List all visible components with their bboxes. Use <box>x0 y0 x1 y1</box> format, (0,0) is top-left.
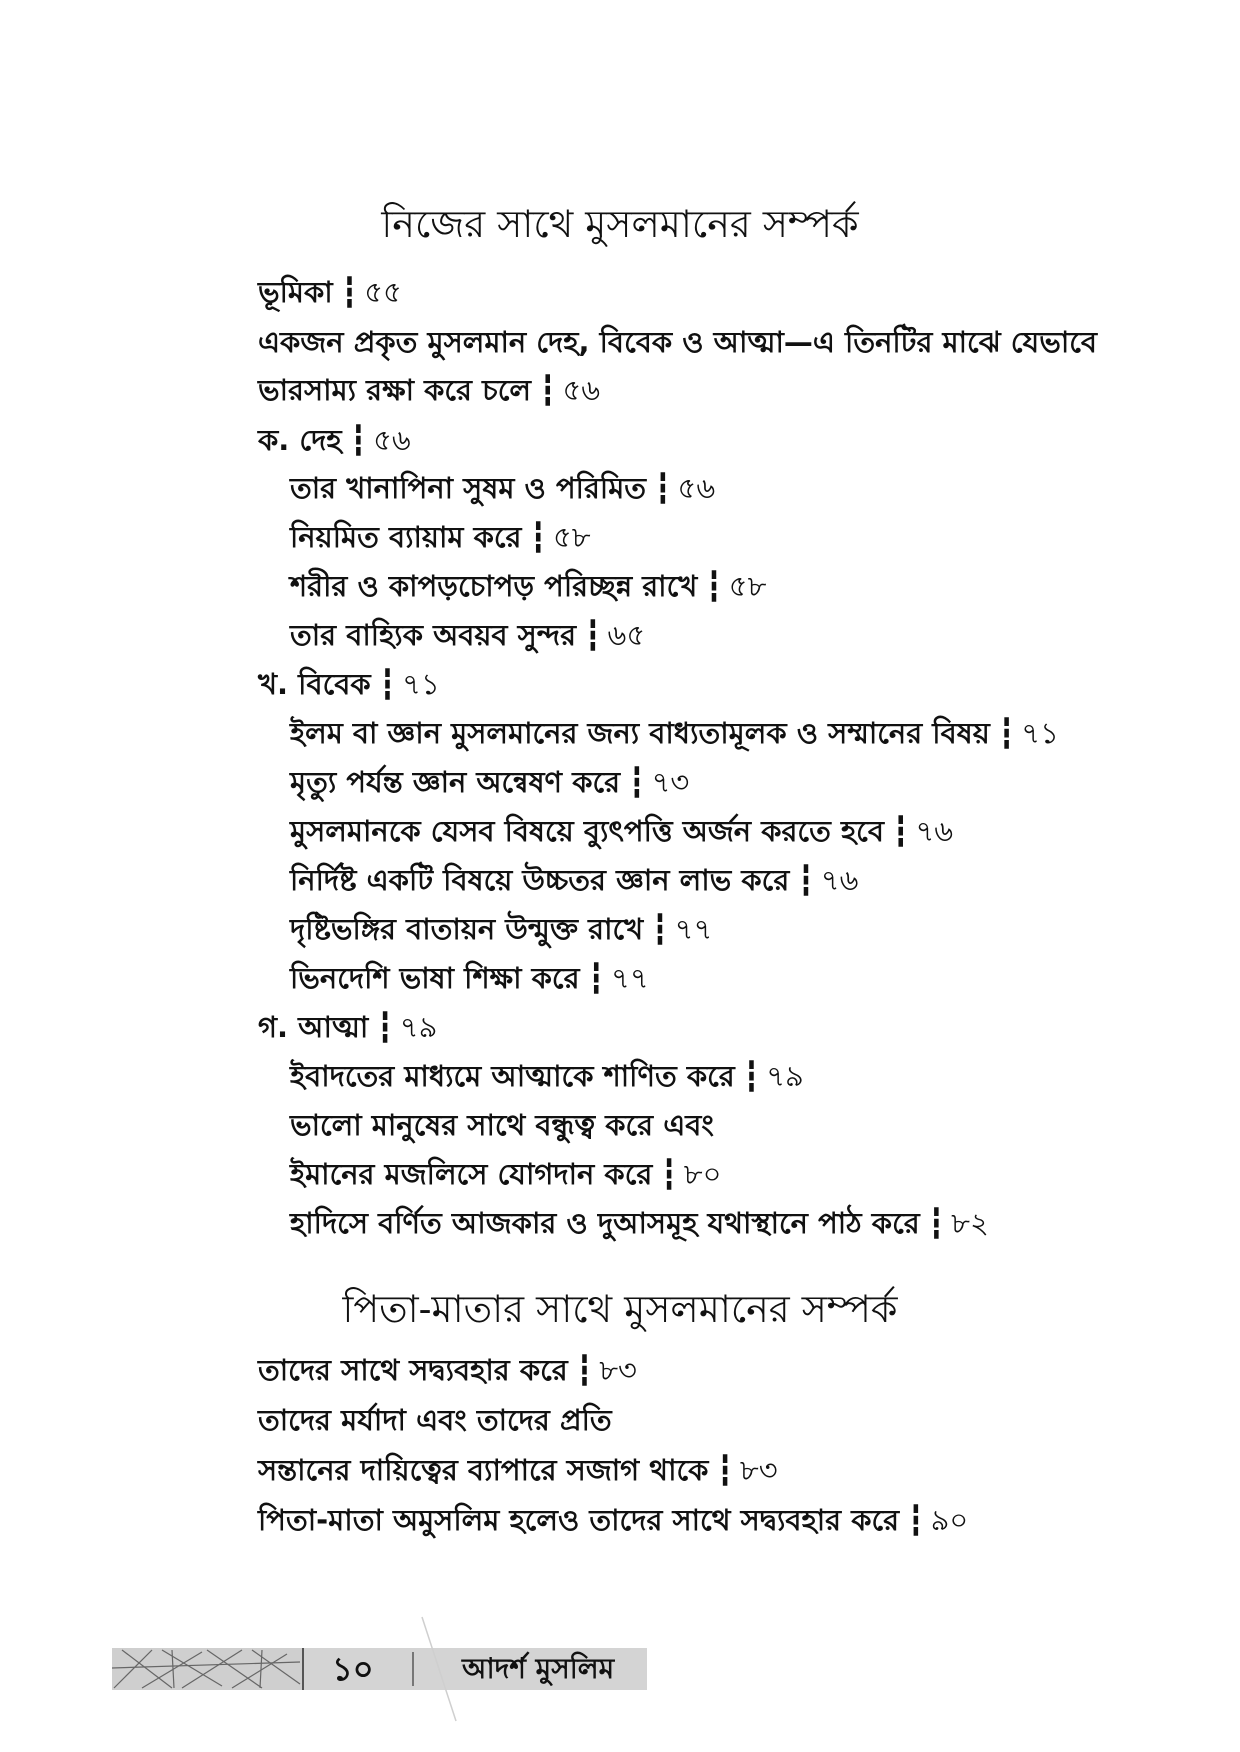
separator-icon: ┇ <box>378 667 395 701</box>
toc-entry-text: নিয়মিত ব্যায়াম করে <box>290 520 522 554</box>
toc-entry-text: ইমানের মজলিসে যোগদান করে <box>290 1157 653 1191</box>
toc-entry-text: গ. আত্মা <box>258 1010 369 1044</box>
footer-divider <box>302 1648 304 1690</box>
page-footer <box>112 1648 647 1690</box>
separator-icon: ┇ <box>376 1010 392 1044</box>
toc-entry[interactable] <box>258 1500 968 1540</box>
toc-entry[interactable] <box>290 1105 714 1145</box>
toc-entry[interactable] <box>258 272 402 312</box>
decorative-lines-icon <box>112 1648 302 1690</box>
scan-line <box>420 1615 460 1725</box>
toc-entry[interactable] <box>290 860 858 900</box>
footer-separator <box>412 1652 414 1686</box>
toc-entry-page: ৮৩ <box>739 1453 778 1487</box>
separator-icon: ┇ <box>654 471 670 505</box>
separator-icon: ┇ <box>742 1059 759 1093</box>
toc-entry-page: ৫৫ <box>364 275 402 309</box>
toc-entry-page: ৫৮ <box>552 520 591 554</box>
toc-entry[interactable] <box>290 1154 721 1194</box>
toc-entry-page: ৭৬ <box>915 814 954 848</box>
toc-entry[interactable] <box>290 958 649 998</box>
toc-entry-text: হাদিসে বর্ণিত আজকার ও দুআসমূহ যথাস্থানে পাঠ করে <box>290 1206 920 1240</box>
toc-entry[interactable] <box>290 762 689 802</box>
separator-icon: ┇ <box>584 618 600 652</box>
toc-entry-text: তার বাহ্যিক অবয়ব সুন্দর <box>290 618 577 652</box>
toc-entry-page: ৭১ <box>402 667 440 701</box>
toc-entry[interactable] <box>258 1350 637 1390</box>
toc-entry-text: মৃত্যু পর্যন্ত জ্ঞান অন্বেষণ করে <box>290 765 621 799</box>
separator-icon: ┇ <box>349 423 366 457</box>
toc-entry-page: ৭৭ <box>611 961 649 995</box>
toc-entry[interactable] <box>258 1400 612 1440</box>
toc-entry-page: ৮০ <box>683 1157 722 1191</box>
toc-entry-text: ইলম বা জ্ঞান মুসলমানের জন্য বাধ্যতামূলক ও সম্মানের বিষয় <box>290 716 990 750</box>
separator-icon: ┇ <box>340 275 357 309</box>
toc-entry[interactable] <box>290 713 1059 753</box>
book-title: আদর্শ মুসলিম <box>462 1652 615 1685</box>
toc-entry[interactable] <box>290 909 712 949</box>
toc-entry-text: ভালো মানুষের সাথে বন্ধুত্ব করে এবং <box>290 1108 714 1142</box>
toc-entry[interactable] <box>290 615 645 655</box>
separator-icon: ┇ <box>660 1157 676 1191</box>
toc-entry-text: তাদের মর্যাদা এবং তাদের প্রতি <box>258 1403 612 1437</box>
toc-entry[interactable] <box>290 1056 804 1096</box>
toc-entry-text: শরীর ও কাপড়চোপড় পরিচ্ছন্ন রাখে <box>290 569 698 603</box>
separator-icon: ┇ <box>705 569 721 603</box>
toc-entry-text: ভিনদেশি ভাষা শিক্ষা করে <box>290 961 580 995</box>
toc-entry[interactable] <box>258 370 600 410</box>
separator-icon: ┇ <box>628 765 644 799</box>
toc-entry-text: একজন প্রকৃত মুসলমান দেহ, বিবেক ও আত্মা—এ তিনটির মাঝে যেভাবে <box>258 325 1098 359</box>
toc-entry[interactable] <box>290 517 591 557</box>
toc-entry[interactable] <box>290 811 953 851</box>
toc-entry-page: ৬৫ <box>607 618 646 652</box>
toc-entry[interactable] <box>290 468 715 508</box>
separator-icon: ┇ <box>997 716 1014 750</box>
toc-entry-page: ৭৯ <box>766 1059 804 1093</box>
toc-entry-page: ৭৩ <box>651 765 690 799</box>
toc-entry-text: নির্দিষ্ট একটি বিষয়ে উচ্চতর জ্ঞান লাভ করে <box>290 863 790 897</box>
toc-entry-text: তাদের সাথে সদ্ব্যবহার করে <box>258 1353 568 1387</box>
toc-entry-text: ক. দেহ <box>258 423 342 457</box>
toc-entry[interactable] <box>290 566 766 606</box>
separator-icon: ┇ <box>529 520 545 554</box>
toc-entry[interactable] <box>290 1203 989 1243</box>
toc-entry-text: সন্তানের দায়িত্বের ব্যাপারে সজাগ থাকে <box>258 1453 709 1487</box>
toc-entry-text: মুসলমানকে যেসব বিষয়ে ব্যুৎপত্তি অর্জন করতে হবে <box>290 814 884 848</box>
toc-entry-page: ৫৬ <box>373 423 411 457</box>
toc-entry-page: ৮২ <box>951 1206 989 1240</box>
separator-icon: ┇ <box>927 1206 944 1240</box>
separator-icon: ┇ <box>651 912 667 946</box>
separator-icon: ┇ <box>716 1453 732 1487</box>
separator-icon: ┇ <box>891 814 908 848</box>
toc-entry-page: ৫৬ <box>562 373 601 407</box>
toc-entry-text: দৃষ্টিভঙ্গির বাতায়ন উন্মুক্ত রাখে <box>290 912 644 946</box>
toc-entry-text: ভারসাম্য রক্ষা করে চলে <box>258 373 531 407</box>
separator-icon: ┇ <box>575 1353 592 1387</box>
separator-icon: ┇ <box>907 1503 923 1537</box>
toc-entry[interactable] <box>258 664 440 704</box>
toc-entry-text: তার খানাপিনা সুষম ও পরিমিত <box>290 471 647 505</box>
toc-entry-text: পিতা-মাতা অমুসলিম হলেও তাদের সাথে সদ্ব্যবহার করে <box>258 1503 900 1537</box>
toc-entry-page: ৮৩ <box>599 1353 637 1387</box>
separator-icon: ┇ <box>797 863 813 897</box>
toc-entry-page: ৯০ <box>930 1503 969 1537</box>
toc-entry-page: ৭৯ <box>399 1010 438 1044</box>
page-number: ১০ <box>332 1650 374 1688</box>
separator-icon: ┇ <box>587 961 603 995</box>
separator-icon: ┇ <box>539 373 555 407</box>
section-title-parents: পিতা-মাতার সাথে মুসলমানের সম্পর্ক <box>342 1287 898 1331</box>
section-title-self: নিজের সাথে মুসলমানের সম্পর্ক <box>381 202 859 246</box>
toc-entry-page: ৫৮ <box>728 569 767 603</box>
toc-entry-page: ৫৬ <box>677 471 716 505</box>
toc-entry-text: ভূমিকা <box>258 275 333 309</box>
toc-entry-page: ৭১ <box>1021 716 1059 750</box>
toc-entry[interactable] <box>258 420 411 460</box>
toc-entry[interactable] <box>258 322 1097 362</box>
toc-entry-text: খ. বিবেক <box>258 667 371 701</box>
toc-entry[interactable] <box>258 1450 778 1490</box>
toc-entry-text: ইবাদতের মাধ্যমে আত্মাকে শাণিত করে <box>290 1059 735 1093</box>
toc-entry-page: ৭৭ <box>674 912 713 946</box>
toc-entry[interactable] <box>258 1007 437 1047</box>
toc-entry-page: ৭৬ <box>820 863 859 897</box>
